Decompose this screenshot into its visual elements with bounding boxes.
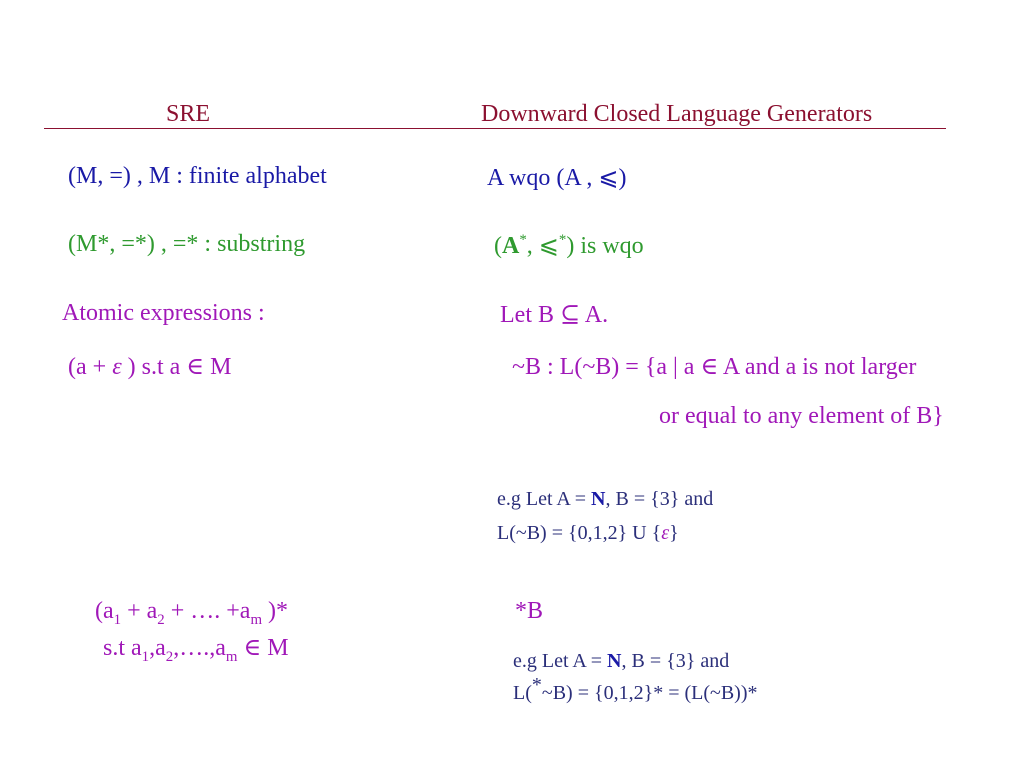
subscript: 1 xyxy=(141,648,150,665)
naturals-symbol: N xyxy=(607,650,622,672)
star-expression xyxy=(95,598,288,629)
example-text: L( xyxy=(513,682,532,704)
atomic-expression xyxy=(68,352,231,381)
example-text: ~B) = {0,1,2}* = (L(~B))* xyxy=(541,682,758,704)
subscript: 1 xyxy=(113,611,122,628)
example-2-line-2 xyxy=(513,674,758,705)
wqo-tail: ) is wqo xyxy=(566,233,644,259)
atomic-expr-tail: ) s.t a ∈ M xyxy=(121,354,232,380)
substring-line: (M*, =*) , =* : substring xyxy=(68,231,306,257)
subscript: 2 xyxy=(165,648,174,665)
example-text: e.g Let A = xyxy=(513,650,608,672)
finite-alphabet-line: (M, =) , M : finite alphabet xyxy=(68,163,327,189)
bold-a: A xyxy=(502,233,520,259)
star-expr-part: (a xyxy=(95,598,114,624)
neg-b-definition-cont: or equal to any element of B} xyxy=(659,403,944,429)
star-mark: * xyxy=(531,674,542,696)
paren: ( xyxy=(494,233,502,259)
neg-b-definition: ~B : L(~B) = {a | a ∈ A and a is not larger xyxy=(512,354,917,380)
example-text: } xyxy=(669,522,679,544)
condition-part: ,….,a xyxy=(173,635,226,661)
example-2-line-1 xyxy=(513,650,729,673)
atomic-expr-open: (a + xyxy=(68,354,113,380)
star-expr-part: + a xyxy=(121,598,158,624)
example-text: L(~B) = {0,1,2} U { xyxy=(497,522,662,544)
epsilon-symbol: ε xyxy=(661,522,670,544)
example-1-line-1 xyxy=(497,488,713,511)
naturals-symbol: N xyxy=(591,488,606,510)
generators-heading: Downward Closed Language Generators xyxy=(481,101,873,127)
subscript: m xyxy=(250,611,263,628)
epsilon-symbol: ε xyxy=(112,354,122,380)
subscript: m xyxy=(225,648,238,665)
star-expr-part: + …. +a xyxy=(164,598,251,624)
star-wqo-line xyxy=(494,231,644,260)
condition-part: ,a xyxy=(149,635,166,661)
let-b-line: Let B ⊆ A. xyxy=(500,302,609,328)
wqo-mid: , ⩽ xyxy=(526,233,559,259)
condition-part: s.t a xyxy=(103,635,142,661)
example-1-line-2 xyxy=(497,522,679,545)
condition-part: ∈ M xyxy=(237,635,289,661)
star-expression-condition xyxy=(103,633,289,666)
atomic-expressions-heading: Atomic expressions : xyxy=(62,300,265,326)
example-text: , B = {3} and xyxy=(621,650,730,672)
wqo-line: A wqo (A , ⩽) xyxy=(487,165,627,191)
star-expr-part: )* xyxy=(262,598,289,624)
star-b-heading: *B xyxy=(515,598,544,624)
header-underline xyxy=(44,128,946,129)
superscript: * xyxy=(519,232,527,248)
sre-heading: SRE xyxy=(166,101,211,127)
superscript: * xyxy=(558,232,567,248)
subscript: 2 xyxy=(157,611,165,628)
example-text: , B = {3} and xyxy=(605,488,714,510)
example-text: e.g Let A = xyxy=(497,488,592,510)
